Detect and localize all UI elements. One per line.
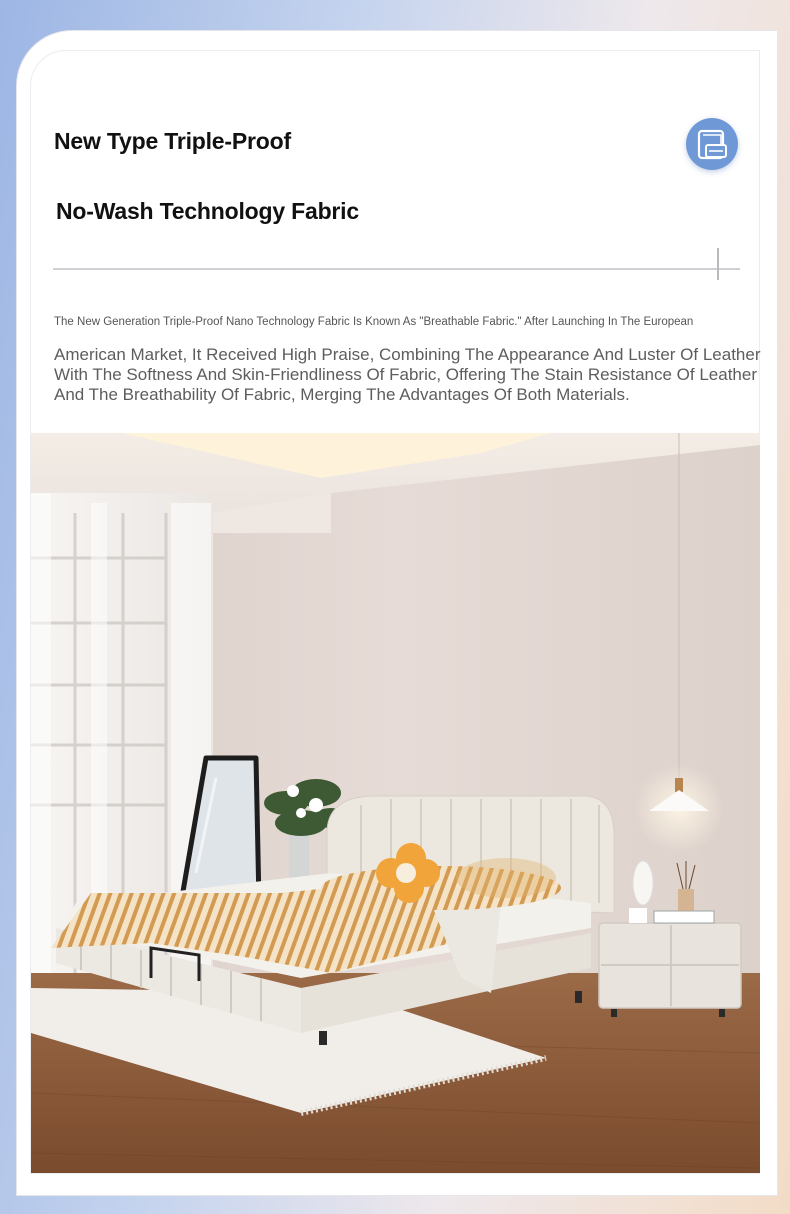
fabric-swatch-icon (686, 118, 738, 170)
heading-line-2: No-Wash Technology Fabric (56, 198, 359, 224)
description-body: American Market, It Received High Praise, Combining The Appearance And Luster Of Leather With The Softness And Skin-Friendliness Of Fabric, Offering The Stain Resistance Of Leather And The Breathability Of Fabric, Merging The Advantages Of Both Materials. (54, 345, 761, 404)
section-divider (53, 268, 740, 270)
heading-line-1: New Type Triple-Proof (54, 128, 291, 154)
nightstand (599, 923, 741, 1017)
divider-tick (717, 248, 719, 280)
description-intro: The New Generation Triple-Proof Nano Technology Fabric Is Known As "Breathable Fabric." After Launching In The European (54, 316, 694, 328)
bedroom-photo (31, 433, 760, 1173)
